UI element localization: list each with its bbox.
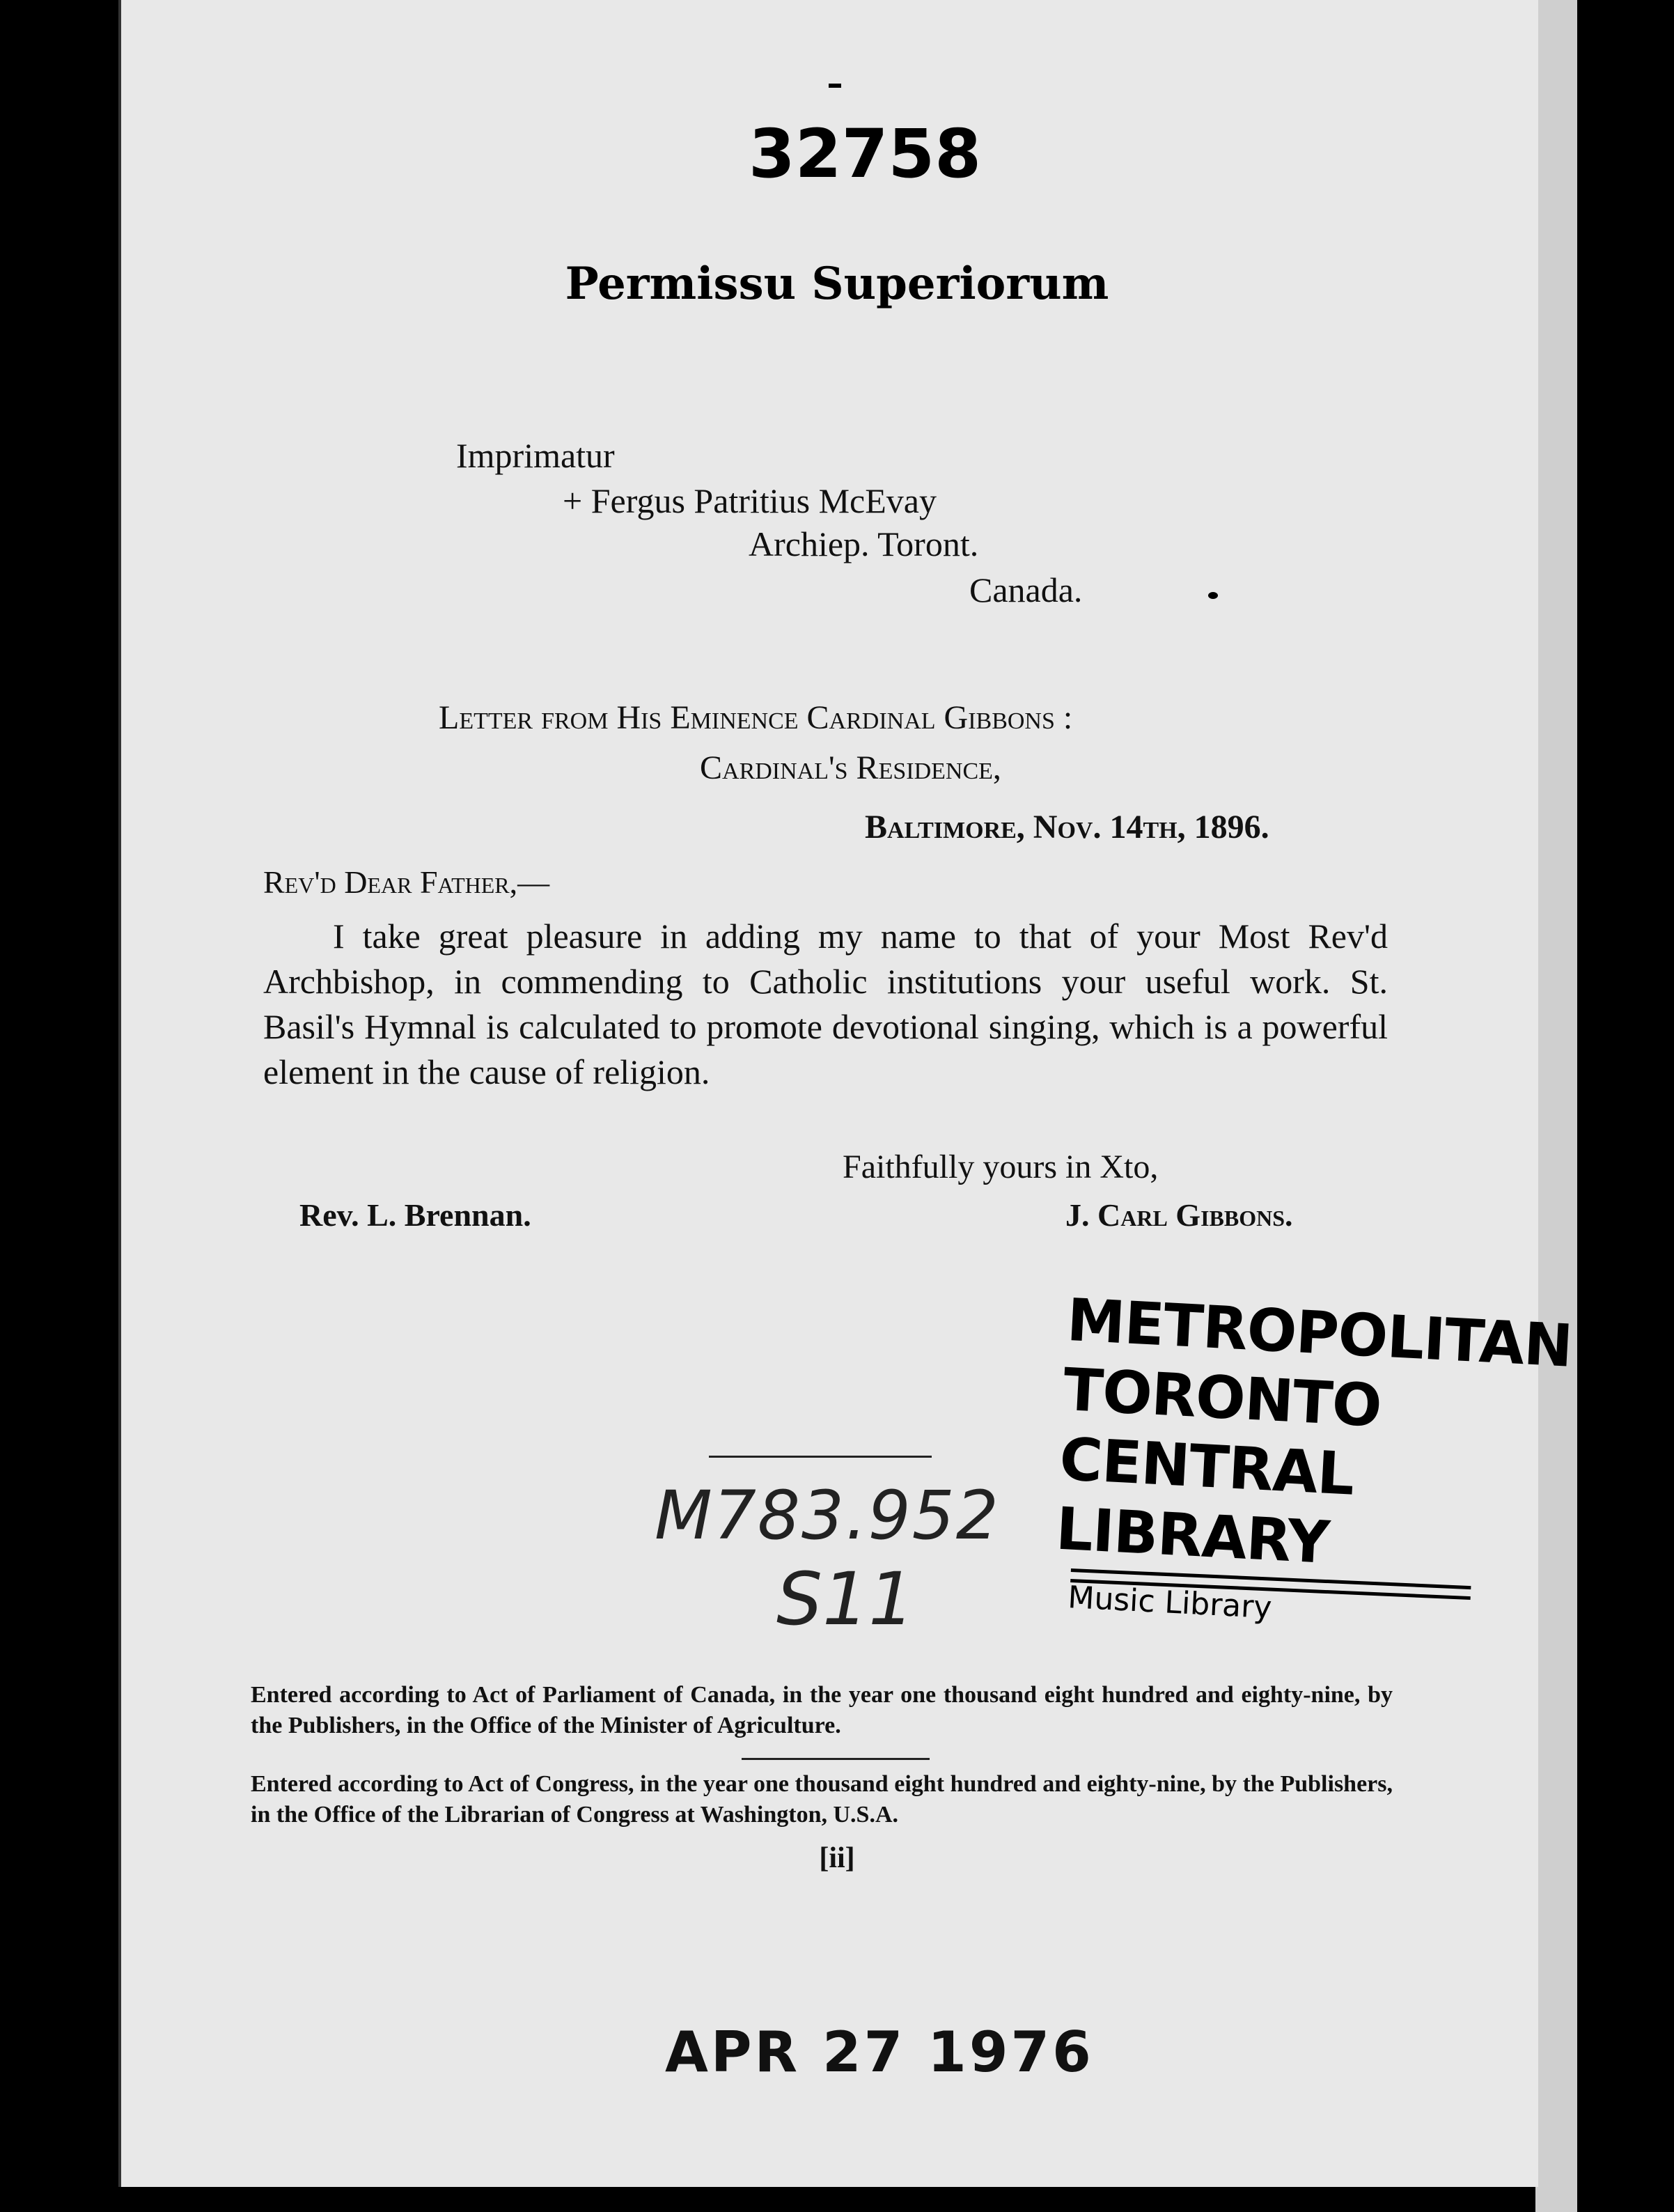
archbishop-name: + Fergus Patritius McEvay (563, 481, 937, 520)
date-stamp: APR 27 1976 (665, 2020, 1094, 2085)
page-number: [ii] (819, 1842, 855, 1874)
letter-residence: Cardinal's Residence, (700, 749, 1001, 786)
letter-addressee: Rev. L. Brennan. (299, 1197, 531, 1233)
letter-body: I take great pleasure in adding my name to that of your Most Rev'd Archbishop, in commending to Catholic institutions your useful work. St. Basil's Hymnal is calculated to promote devotional singing, which is a powerful element in the cause of religion. (263, 917, 1388, 1091)
adjacent-page-edge (1535, 0, 1577, 2212)
copyright-notice-canada: Entered according to Act of Parliament of Canada, in the year one thousand eight hundred and eighty-nine, by the Publishers, in the Office of the Minister of Agriculture. (251, 1682, 1393, 1738)
catalog-number: 32758 (749, 115, 981, 193)
stamp-line: CENTRAL (1058, 1424, 1356, 1509)
stamp-line: LIBRARY (1054, 1494, 1331, 1577)
divider (742, 1758, 930, 1760)
letter-signatory: J. Carl Gibbons. (1065, 1197, 1293, 1233)
letter-intro: Letter from His Eminence Cardinal Gibbons : (439, 699, 1073, 736)
letter-salutation: Rev'd Dear Father,— (263, 864, 550, 900)
divider (709, 1456, 932, 1458)
ink-mark (1208, 592, 1218, 599)
call-number-cutter: S11 (776, 1557, 915, 1642)
page-heading: Permissu Superiorum (565, 258, 1109, 310)
ink-mark (829, 84, 841, 88)
country: Canada. (969, 570, 1083, 609)
copyright-notice-usa: Entered according to Act of Congress, in the year one thousand eight hundred and eighty-nine, by the Publishers, in the Office of the Librarian of Congress at Washington, U.S.A. (251, 1771, 1393, 1828)
letter-dateline: Baltimore, Nov. 14th, 1896. (865, 809, 1269, 846)
stamp-department: Music Library (1067, 1580, 1273, 1626)
letter-closing: Faithfully yours in Xto, (843, 1148, 1159, 1185)
imprimatur-label: Imprimatur (456, 436, 615, 475)
stamp-line: TORONTO (1061, 1355, 1383, 1440)
archdiocese: Archiep. Toront. (749, 524, 979, 563)
call-number: M783.952 (655, 1477, 1000, 1555)
stamp-line: METROPOLITAN (1065, 1285, 1574, 1380)
library-stamp (1054, 1285, 1574, 1589)
